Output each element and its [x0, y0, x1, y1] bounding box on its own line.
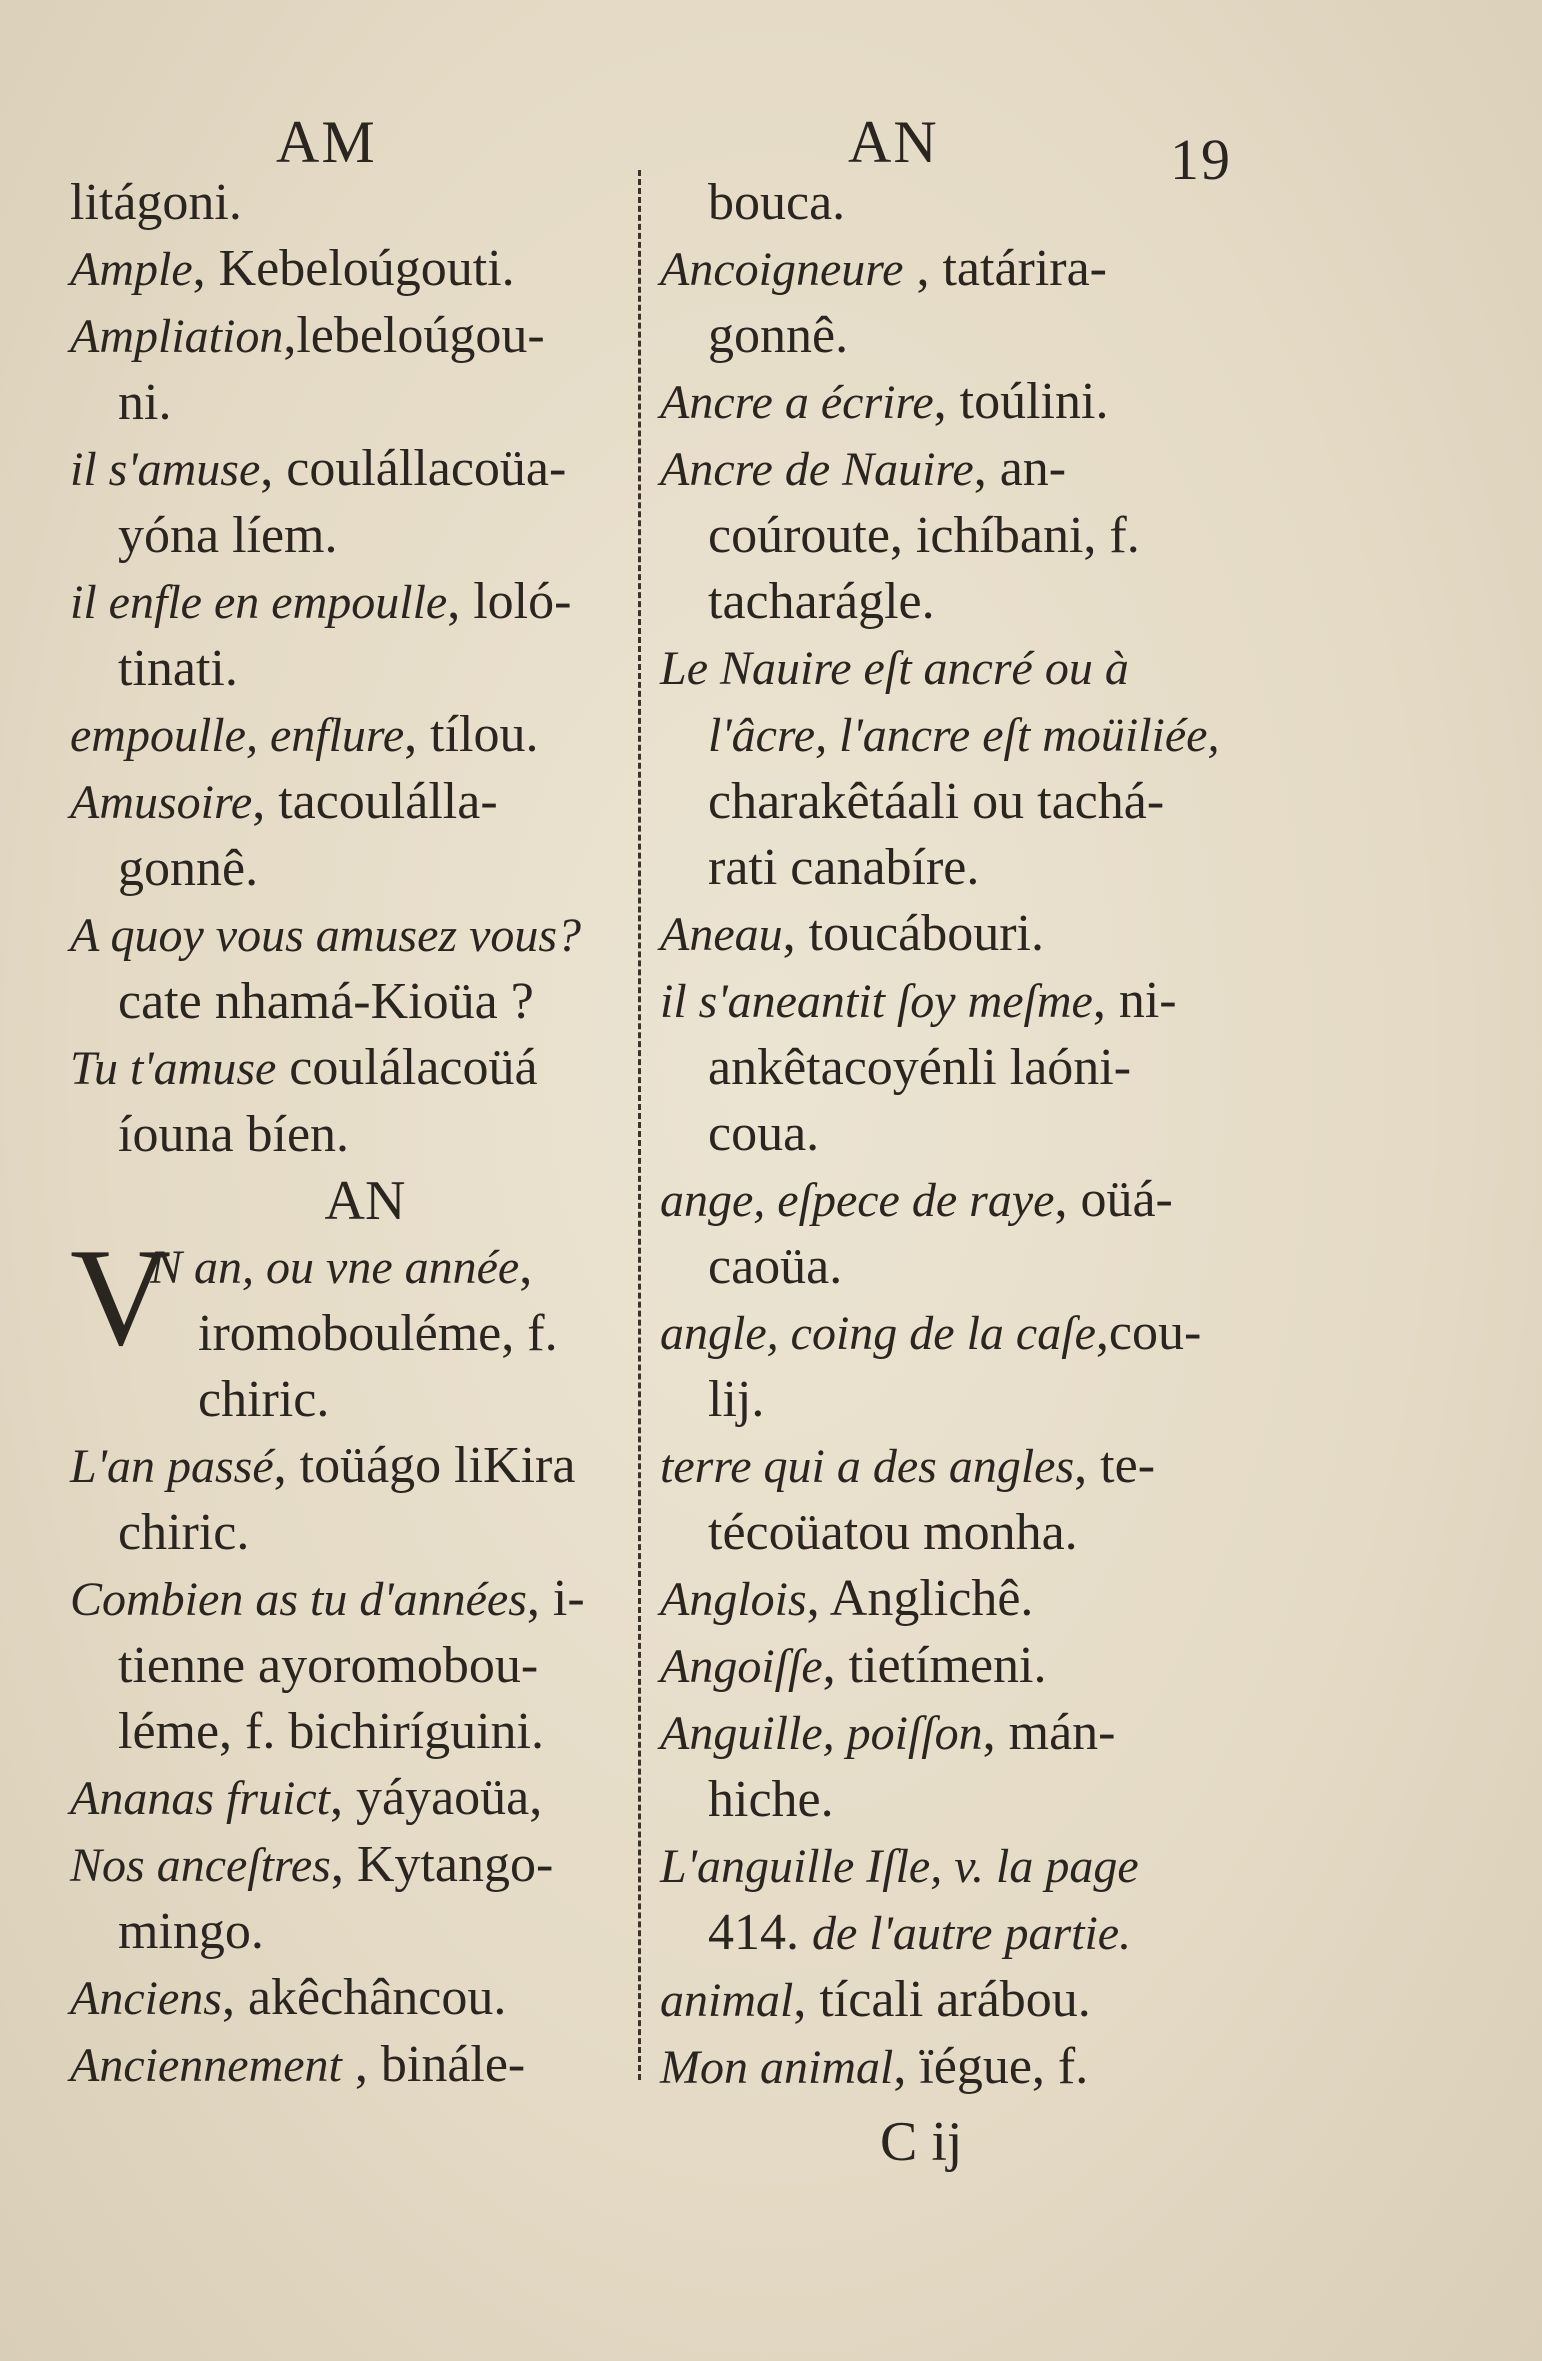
page-number: 19: [1170, 127, 1232, 192]
dictionary-entry: [70, 1832, 630, 1965]
french-headword: L'an passé: [70, 1440, 274, 1493]
dictionary-entry: [70, 1035, 630, 1168]
entry-line: [70, 1035, 630, 1102]
french-headword: il enfle en empoulle: [70, 576, 448, 629]
french-reference: de l'autre partie.: [812, 1907, 1132, 1960]
french-headword: ange, eſpece de raye: [660, 1174, 1055, 1227]
entry-line: [660, 1900, 1260, 1967]
carib-gloss: chiric.: [198, 1371, 330, 1428]
carib-gloss: , an-: [973, 440, 1067, 497]
entry-line: [660, 635, 1260, 702]
signature-mark: C ij: [880, 2111, 963, 2173]
carib-gloss: ,: [519, 1238, 533, 1295]
entry-line: [70, 1832, 630, 1899]
dictionary-entry: [70, 769, 630, 902]
french-headword: animal: [660, 1974, 794, 2027]
dictionary-entry: [70, 902, 630, 1035]
carib-gloss: chiric.: [118, 1504, 250, 1561]
dictionary-entry: [70, 436, 630, 569]
carib-gloss: lij.: [708, 1371, 765, 1428]
entry-line: [660, 1300, 1260, 1367]
dictionary-entry: [70, 1765, 630, 1832]
french-headword: Tu t'amuse: [70, 1042, 277, 1095]
french-headword: Le Nauire eſt ancré ou à: [660, 642, 1129, 695]
dictionary-entry: [660, 901, 1260, 968]
entry-line: [660, 1433, 1260, 1500]
carib-gloss: tinati.: [118, 640, 238, 697]
carib-gloss: , binále-: [341, 2036, 526, 2093]
entry-line: [70, 836, 630, 902]
french-headword: il s'amuse: [70, 443, 261, 496]
french-headword: il s'aneantit ſoy meſme: [660, 975, 1093, 1028]
carib-gloss: iromobouléme, f.: [198, 1305, 558, 1362]
entry-line: [70, 1566, 630, 1633]
dictionary-entry: [660, 968, 1260, 1167]
dictionary-entry: [660, 369, 1260, 436]
entry-line: [70, 702, 630, 769]
entry-line: [660, 569, 1260, 635]
carib-gloss: gonnê.: [118, 840, 259, 897]
entry-line: [660, 1566, 1260, 1633]
carib-gloss: , toúlini.: [933, 373, 1109, 430]
entry-line: [150, 1234, 630, 1301]
entry-line: [660, 1035, 1260, 1101]
french-headword: Ancre de Nauire: [660, 443, 974, 496]
carib-gloss: litágoni.: [70, 174, 242, 231]
carib-gloss: , oüá-: [1054, 1171, 1173, 1228]
entry-line: [70, 1500, 630, 1566]
entry-line: [70, 1699, 630, 1765]
dictionary-entry: [660, 1433, 1260, 1566]
carib-gloss: léme, f. bichiríguini.: [118, 1703, 545, 1760]
dictionary-entry: [70, 1433, 630, 1566]
french-headword: L'anguille Iſle, v. la page: [660, 1840, 1139, 1893]
carib-gloss: , loló-: [447, 573, 572, 630]
entry-line: [70, 1102, 630, 1168]
running-head-right: AN: [848, 109, 939, 175]
carib-gloss: ,lebeloúgou-: [283, 307, 545, 364]
carib-gloss: coulálacoüá: [276, 1039, 538, 1096]
french-headword: Ancoigneure: [660, 243, 904, 296]
french-headword: Anglois: [660, 1573, 807, 1626]
dictionary-entry: [660, 1300, 1260, 1433]
entry-line: [660, 503, 1260, 569]
carib-gloss: , yáyaoüa,: [330, 1769, 543, 1826]
carib-gloss: , Kytango-: [330, 1836, 554, 1893]
left-column: [70, 170, 630, 2099]
dictionary-entry: [660, 2034, 1260, 2101]
french-headword: Ananas fruict: [70, 1772, 330, 1825]
entry-line: [660, 702, 1260, 769]
carib-gloss: hiche.: [708, 1771, 834, 1828]
dictionary-entry: [660, 436, 1260, 635]
carib-gloss: , i-: [526, 1570, 585, 1627]
dictionary-entry: [660, 1833, 1260, 1967]
entry-line: [660, 1234, 1260, 1300]
entry-line: [660, 170, 1260, 236]
entry-line: [660, 1367, 1260, 1433]
entry-line: [70, 1765, 630, 1832]
carib-gloss: coúroute, ichíbani, f.: [708, 507, 1140, 564]
entry-line: [70, 303, 630, 370]
section-heading: AN: [324, 1170, 406, 1232]
entry-line: [660, 1101, 1260, 1167]
entry-line: [660, 1833, 1260, 1900]
carib-gloss: , ni-: [1092, 972, 1177, 1029]
dictionary-entry: [70, 702, 630, 769]
entry-line: [660, 1633, 1260, 1700]
entry-line: [660, 968, 1260, 1035]
entry-line: [70, 769, 630, 836]
entry-line: [660, 303, 1260, 369]
french-headword: Combien as tu d'années: [70, 1573, 527, 1626]
dictionary-entry: [660, 1967, 1260, 2034]
carib-gloss: coua.: [708, 1105, 820, 1162]
entry-line: [70, 236, 630, 303]
carib-gloss: yóna líem.: [118, 507, 338, 564]
french-headword: l'âcre, l'ancre eſt moüiliée,: [708, 709, 1220, 762]
dictionary-entry: [660, 1566, 1260, 1633]
carib-gloss: , te-: [1074, 1437, 1156, 1494]
carib-gloss: ankêtacoyénli laóni-: [708, 1039, 1132, 1096]
entry-line: [70, 2032, 630, 2099]
entry-line: [70, 1899, 630, 1965]
carib-gloss: ,cou-: [1095, 1304, 1202, 1361]
entry-line: [660, 769, 1260, 835]
dictionary-entry: [660, 635, 1260, 901]
carib-gloss: charakêtáali ou tachá-: [708, 773, 1165, 830]
french-headword: Anguille, poiſſon: [660, 1707, 983, 1760]
carib-gloss: mingo.: [118, 1903, 264, 1960]
entry-line: [660, 1167, 1260, 1234]
carib-gloss: tienne ayoromobou-: [118, 1637, 539, 1694]
carib-gloss: íouna bíen.: [118, 1106, 350, 1163]
entry-line: [150, 1301, 630, 1367]
carib-gloss: , mán-: [982, 1704, 1116, 1761]
carib-gloss: caoüa.: [708, 1238, 843, 1295]
drop-cap: V: [70, 1220, 172, 1375]
carib-gloss: , Kebeloúgouti.: [192, 240, 515, 297]
dictionary-entry: [70, 1220, 630, 1433]
entry-line: [70, 503, 630, 569]
carib-gloss: 414.: [708, 1904, 812, 1961]
french-headword: A quoy vous amusez vous?: [70, 909, 582, 962]
french-headword: angle, coing de la caſe: [660, 1307, 1096, 1360]
carib-gloss: bouca.: [708, 174, 846, 231]
carib-gloss: , tacoulálla-: [252, 773, 498, 830]
dictionary-entry: [70, 1965, 630, 2032]
dictionary-entry: [70, 569, 630, 702]
french-headword: Aneau: [660, 908, 783, 961]
french-headword: Mon animal: [660, 2041, 894, 2094]
carib-gloss: técoüatou monha.: [708, 1504, 1078, 1561]
french-headword: Anciens: [70, 1972, 222, 2025]
entry-line: [660, 1767, 1260, 1833]
carib-gloss: , coulállacoüa-: [260, 440, 567, 497]
carib-gloss: gonnê.: [708, 307, 849, 364]
dictionary-entry: [70, 1566, 630, 1765]
carib-gloss: , toucábouri.: [782, 905, 1044, 962]
dictionary-entry: [70, 2032, 630, 2099]
entry-line: [660, 1500, 1260, 1566]
entry-line: [660, 2034, 1260, 2101]
entry-line: [70, 370, 630, 436]
entry-line: [660, 1967, 1260, 2034]
running-head-left: AM: [276, 109, 377, 175]
entry-line: [660, 901, 1260, 968]
entry-line: [660, 236, 1260, 303]
dictionary-entry: [660, 236, 1260, 369]
dictionary-entry: [660, 1700, 1260, 1833]
french-headword: empoulle, enflure: [70, 709, 405, 762]
entry-line: [70, 969, 630, 1035]
french-headword: Angoiſſe: [660, 1640, 823, 1693]
carib-gloss: tacharágle.: [708, 573, 935, 630]
entry-line: [70, 1633, 630, 1699]
french-headword: terre qui a des angles: [660, 1440, 1075, 1493]
carib-gloss: , Anglichê.: [806, 1570, 1034, 1627]
entry-line: [150, 1367, 630, 1433]
carib-gloss: , ïégue, f.: [893, 2038, 1089, 2095]
carib-gloss: ni.: [118, 374, 172, 431]
french-headword: Anciennement: [70, 2039, 342, 2092]
column-divider: [638, 170, 641, 2080]
french-headword: Nos anceſtres: [70, 1839, 331, 1892]
dictionary-entry: [660, 1633, 1260, 1700]
entry-line: [70, 636, 630, 702]
french-headword: Amusoire: [70, 776, 253, 829]
carib-gloss: , tílou.: [404, 706, 539, 763]
dictionary-entry: [70, 236, 630, 303]
entry-line: [660, 1700, 1260, 1767]
french-headword: N an, ou vne année: [150, 1241, 520, 1294]
french-headword: Ancre a écrire: [660, 376, 934, 429]
carib-gloss: rati canabíre.: [708, 839, 980, 896]
carib-gloss: , toüágo liKira: [273, 1437, 576, 1494]
carib-gloss: , tietímeni.: [822, 1637, 1047, 1694]
dictionary-entry: [660, 170, 1260, 236]
carib-gloss: , akêchâncou.: [221, 1969, 507, 2026]
entry-line: [660, 835, 1260, 901]
dictionary-entry: [660, 1167, 1260, 1300]
carib-gloss: , tícali arábou.: [793, 1971, 1091, 2028]
entry-line: [70, 1433, 630, 1500]
carib-gloss: , tatárira-: [903, 240, 1107, 297]
french-headword: Ampliation: [70, 310, 284, 363]
dictionary-entry: [70, 170, 630, 236]
carib-gloss: cate nhamá-Kioüa ?: [118, 973, 534, 1030]
entry-line: [70, 170, 630, 236]
dictionary-entry: [70, 303, 630, 436]
entry-line: [660, 436, 1260, 503]
entry-line: [70, 902, 630, 969]
entry-line: [660, 369, 1260, 436]
entry-line: [70, 1965, 630, 2032]
entry-line: [70, 436, 630, 503]
french-headword: Ample: [70, 243, 193, 296]
entry-line: [70, 569, 630, 636]
right-column: [660, 170, 1260, 2101]
